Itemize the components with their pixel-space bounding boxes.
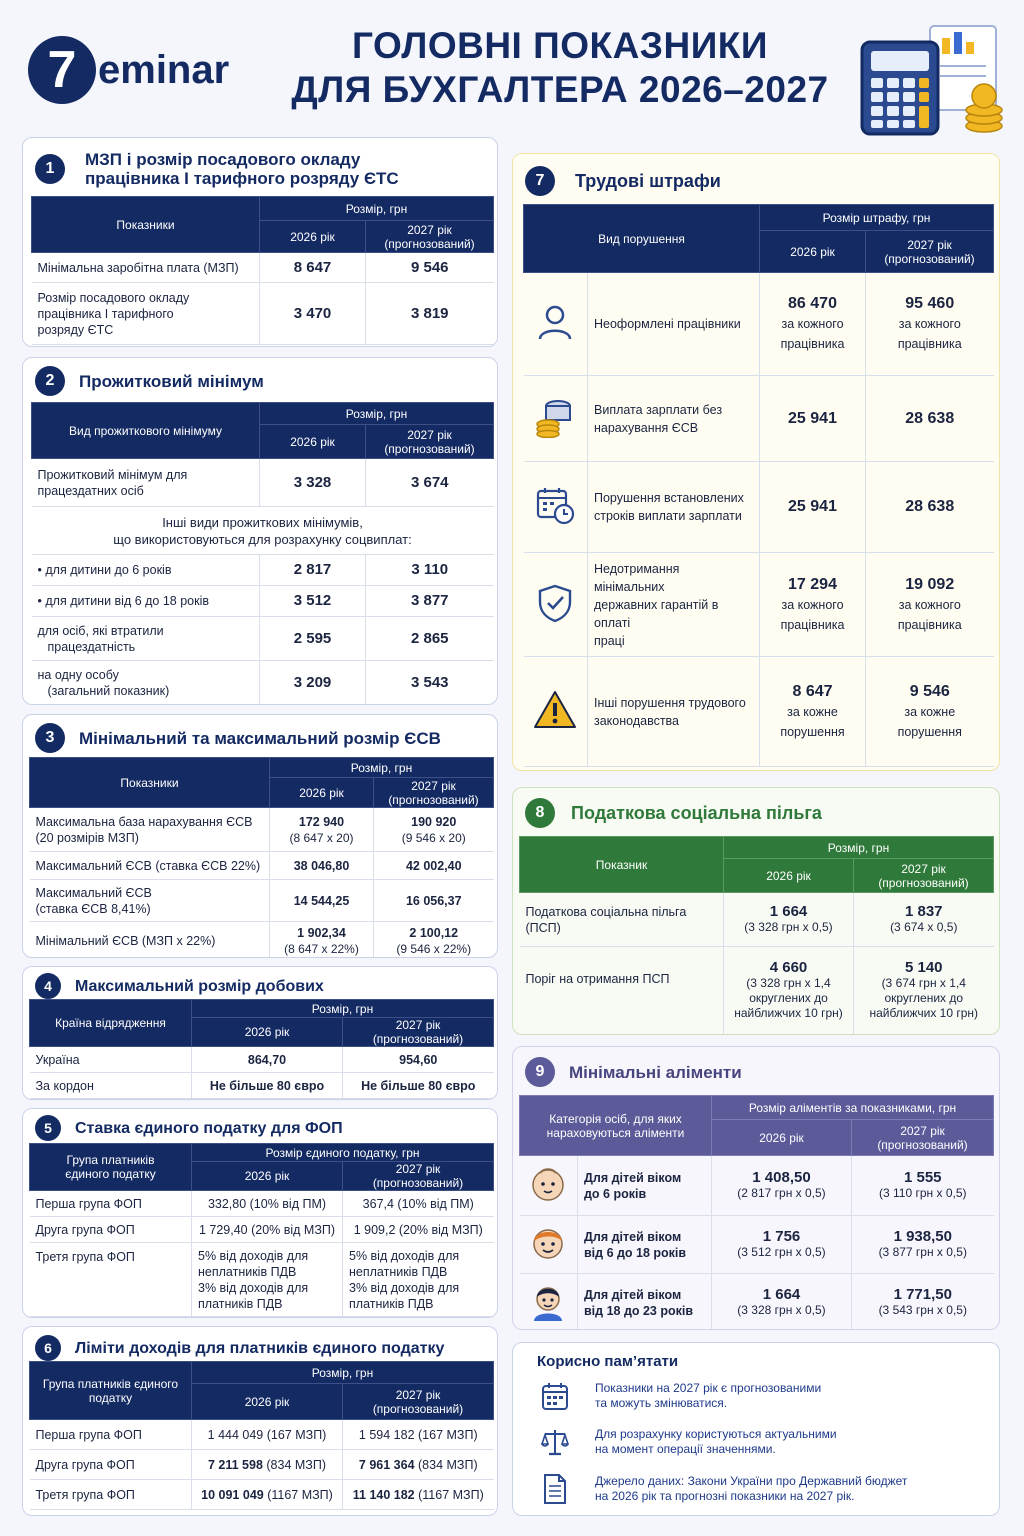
table-row: За кордон Не більше 80 євро Не більше 80 євро	[30, 1073, 494, 1099]
list-item: Джерело даних: Закони України про Державний бюджет на 2026 рік та прогнозні показники на 2027 рік.	[541, 1473, 981, 1505]
logo-mark: 7	[28, 36, 96, 104]
logo-word: eminar	[98, 47, 230, 92]
table-row: • для дитини до 6 років 2 817 3 110	[32, 555, 494, 586]
table-row: Мінімальний ЄСВ (МЗП x 22%) 1 902,34 (8 647 x 22%) 2 100,12 (9 546 x 22%)	[30, 922, 494, 959]
section-title: Трудові штрафи	[575, 170, 721, 191]
table-row: Поріг на отримання ПСП 4 660 (3 328 грн x 1,4 округлених до найближчих 10 грн) 5 140 (3 674 грн x 1,4 округлених до найближчих 10 грн)	[520, 947, 994, 1035]
table-row: Третя група ФОП 10 091 049 (1167 МЗП) 11 140 182 (1167 МЗП)	[30, 1480, 494, 1510]
table-note: Інші види прожиткових мінімумів, що використовуються для розрахунку соцвиплат:	[32, 507, 494, 555]
section-number: 6	[35, 1335, 61, 1361]
section-number: 3	[35, 723, 65, 753]
table-row: Для дітей віком до 6 років 1 408,50 (2 817 грн x 0,5) 1 555 (3 110 грн x 0,5)	[520, 1156, 994, 1216]
section-title: Мінімальний та максимальний розмір ЄСВ	[79, 728, 441, 748]
card-per-diem	[22, 966, 498, 1100]
list-item: Показники на 2027 рік є прогнозованими та можуть змінюватися.	[541, 1381, 981, 1411]
section-number: 7	[525, 166, 555, 196]
per-diem-table: Країна відрядження Розмір, грн 2026 рік 2027 рік (прогнозований) Україна 864,70 954,60 За кордон Не більше 80 євро Не більше 80 євро	[29, 999, 494, 1099]
tax-benefit-table: Показник Розмір, грн 2026 рік 2027 рік (прогнозований) Податкова соціальна пільга (ПСП) 1 664 (3 328 грн x 0,5) 1 837 (3 674 x 0,5) Поріг на отримання ПСП 4 660 (3 328 грн x 1,4 округлених до найближчих 10 грн) 5 140 (3 674 грн x 1,4 округлених до найближчих 10 грн)	[519, 836, 994, 1035]
section-title: Мінімальні аліменти	[569, 1062, 742, 1082]
logo	[28, 36, 229, 104]
table-row: Порушення встановлених строків виплати зарплати 25 941 28 638	[524, 462, 994, 553]
card-subsistence-minimum	[22, 357, 498, 705]
table-row: Друга група ФОП 7 211 598 (834 МЗП) 7 961 364 (834 МЗП)	[30, 1450, 494, 1480]
table-row: Для дітей віком від 18 до 23 років 1 664 (3 328 грн x 0,5) 1 771,50 (3 543 грн x 0,5)	[520, 1274, 994, 1331]
scales-icon	[541, 1427, 569, 1457]
alimony-table: Категорія осіб, для яких нараховуються аліменти Розмір аліментів за показниками, грн 2026 рік 2027 рік (прогнозований) Для дітей віком до 6 років 1 408,50 (2 817 грн x 0,5) 1 555 (3 110 грн x 0,5) Для дітей віком від 6 до 18 років 1 756 (3 512 грн x 0,5) 1 938,50 (3 877 грн x 0,5) Для дітей віком від 18 до 23 років 1 664 (3 328 грн x 0,5) 1 771,50 (3 543 грн x 0,5)	[519, 1095, 994, 1330]
income-limits-table: Група платників єдиного податку Розмір, грн 2026 рік 2027 рік (прогнозований) Перша група ФОП 1 444 049 (167 МЗП) 1 594 182 (167 МЗП) Друга група ФОП 7 211 598 (834 МЗП) 7 961 364 (834 МЗП) Третя група ФОП 10 091 049 (1167 МЗП) 11 140 182 (1167 МЗП)	[29, 1361, 494, 1510]
table-row: Недотримання мінімальних державних гарантій в оплаті праці 17 294 за кожного працівника 19 092 за кожного працівника	[524, 553, 994, 657]
calendar-icon	[541, 1381, 569, 1411]
table-row: Прожитковий мінімум для працездатних осіб 3 328 3 674	[32, 459, 494, 507]
table-row: Перша група ФОП 1 444 049 (167 МЗП) 1 594 182 (167 МЗП)	[30, 1420, 494, 1450]
table-row: Максимальна база нарахування ЄСВ (20 розмірів МЗП) 172 940 (8 647 x 20) 190 920 (9 546 x 20)	[30, 808, 494, 852]
card-tax-social-benefit	[512, 787, 1000, 1035]
coins-stack-icon	[534, 396, 576, 438]
table-row: Перша група ФОП 332,80 (10% від ПМ) 367,4 (10% від ПМ)	[30, 1191, 494, 1217]
baby-face-icon	[528, 1164, 568, 1204]
notes-title: Корисно пам’ятати	[537, 1353, 679, 1370]
card-min-wage	[22, 137, 498, 347]
table-row: • для дитини від 6 до 18 років 3 512 3 877	[32, 586, 494, 617]
section-number: 9	[525, 1057, 555, 1087]
card-labor-fines	[512, 153, 1000, 771]
section-title: Ліміти доходів для платників єдиного податку	[75, 1339, 445, 1357]
esv-table: Показники Розмір, грн 2026 рік 2027 рік (прогнозований) Максимальна база нарахування ЄСВ (20 розмірів МЗП) 172 940 (8 647 x 20) 190 920 (9 546 x 20) Максимальний ЄСВ (ставка ЄСВ 22%) 38 046,80 42 002,40 Максимальний ЄСВ (ставка ЄСВ 8,41%) 14 544,25 16 056,37 Мінімальний ЄСВ (МЗП x 22%) 1 902,34 (8 647 x 22%) 2 100,12 (9 546 x 22%)	[29, 757, 494, 958]
calculator-illustration-icon	[858, 22, 1008, 138]
table-row: для осіб, які втратили працездатність 2 595 2 865	[32, 617, 494, 661]
card-esv	[22, 714, 498, 958]
table-row: Неоформлені працівники 86 470 за кожного працівника 95 460 за кожного працівника	[524, 273, 994, 376]
section-title: МЗП і розмір посадового окладу працівника І тарифного розряду ЄТС	[85, 150, 399, 188]
table-row: Податкова соціальна пільга (ПСП) 1 664 (3 328 грн x 0,5) 1 837 (3 674 x 0,5)	[520, 893, 994, 947]
table-row: на одну особу (загальний показник) 3 209 3 543	[32, 661, 494, 705]
table-row: Максимальний ЄСВ (ставка ЄСВ 22%) 38 046,80 42 002,40	[30, 852, 494, 880]
min-wage-table: Показники Розмір, грн 2026 рік 2027 рік (прогнозований) Мінімальна заробітна плата (МЗП) 8 647 9 546 Розмір посадового окладу працівника І тарифного розряду ЄТС 3 470 3 819	[31, 196, 494, 345]
document-icon	[541, 1473, 569, 1505]
table-row: Максимальний ЄСВ (ставка ЄСВ 8,41%) 14 544,25 16 056,37	[30, 880, 494, 922]
section-title: Ставка єдиного податку для ФОП	[75, 1119, 343, 1137]
subsistence-table: Вид прожиткового мінімуму Розмір, грн 2026 рік 2027 рік (прогнозований) Прожитковий мінімум для працездатних осіб 3 328 3 674 Інші види прожиткових мінімумів, що використовуються для розрахунку соцвиплат: • для дитини до 6 років 2 817 3 110 • для дитини від 6 до 18 років 3 512 3 877 для осіб, які втратили працездатність 2 595 2 865 на одну особу (загальний показник) 3 209 3 543	[31, 402, 494, 705]
child-face-icon	[528, 1223, 568, 1263]
person-icon	[534, 301, 576, 343]
table-row: Мінімальна заробітна плата (МЗП) 8 647 9 546	[32, 253, 494, 283]
single-tax-table: Група платників єдиного податку Розмір єдиного податку, грн 2026 рік 2027 рік (прогнозований) Перша група ФОП 332,80 (10% від ПМ) 367,4 (10% від ПМ) Друга група ФОП 1 729,40 (20% від МЗП) 1 909,2 (20% від МЗП) Третя група ФОП 5% від доходів для неплатників ПДВ 3% від доходів для платників ПДВ 5% від доходів для неплатників ПДВ 3% від доходів для платників ПДВ	[29, 1143, 494, 1317]
page-title: ГОЛОВНІ ПОКАЗНИКИ ДЛЯ БУХГАЛТЕРА 2026–2027	[291, 25, 829, 110]
calendar-clock-icon	[534, 484, 576, 526]
table-row: Україна 864,70 954,60	[30, 1047, 494, 1073]
section-title: Податкова соціальна пільга	[571, 802, 822, 823]
section-number: 2	[35, 366, 65, 396]
section-number: 1	[35, 154, 65, 184]
labor-fines-table: Вид порушення Розмір штрафу, грн 2026 рік 2027 рік (прогнозований) Неоформлені працівники 86 470 за кожного працівника 95 460 за кожного працівника Виплата зарплати без нарахування ЄСВ 25 941 28 638 Порушення встановлених строків виплати зарплати 25 941 28 638 Недотримання мінімальних державних гарантій в оплаті праці 17 294 за кожного працівника 19 092 за кожного працівника Інші порушення трудового законодавства 8 647 за кожне порушення 9 546 за кожне порушення	[523, 204, 994, 767]
section-title: Прожитковий мінімум	[79, 371, 264, 391]
table-row: Для дітей віком від 6 до 18 років 1 756 (3 512 грн x 0,5) 1 938,50 (3 877 грн x 0,5)	[520, 1216, 994, 1274]
table-row: Розмір посадового окладу працівника І тарифного розряду ЄТС 3 470 3 819	[32, 283, 494, 345]
teen-face-icon	[528, 1281, 568, 1321]
table-row: Третя група ФОП 5% від доходів для неплатників ПДВ 3% від доходів для платників ПДВ 5% від доходів для неплатників ПДВ 3% від доходів для платників ПДВ	[30, 1243, 494, 1317]
section-number: 5	[35, 1115, 61, 1141]
card-income-limits	[22, 1326, 498, 1516]
table-row: Інші порушення трудового законодавства 8 647 за кожне порушення 9 546 за кожне порушення	[524, 657, 994, 767]
table-row: Друга група ФОП 1 729,40 (20% від МЗП) 1 909,2 (20% від МЗП)	[30, 1217, 494, 1243]
table-row: Виплата зарплати без нарахування ЄСВ 25 941 28 638	[524, 376, 994, 462]
card-useful-notes	[512, 1342, 1000, 1516]
section-number: 4	[35, 973, 61, 999]
card-min-alimony	[512, 1046, 1000, 1330]
shield-check-icon	[534, 582, 576, 624]
section-number: 8	[525, 798, 555, 828]
warning-icon	[533, 689, 577, 731]
list-item: Для розрахунку користуються актуальними на момент операції значеннями.	[541, 1427, 981, 1457]
card-single-tax-rate	[22, 1108, 498, 1318]
section-title: Максимальний розмір добових	[75, 977, 324, 995]
